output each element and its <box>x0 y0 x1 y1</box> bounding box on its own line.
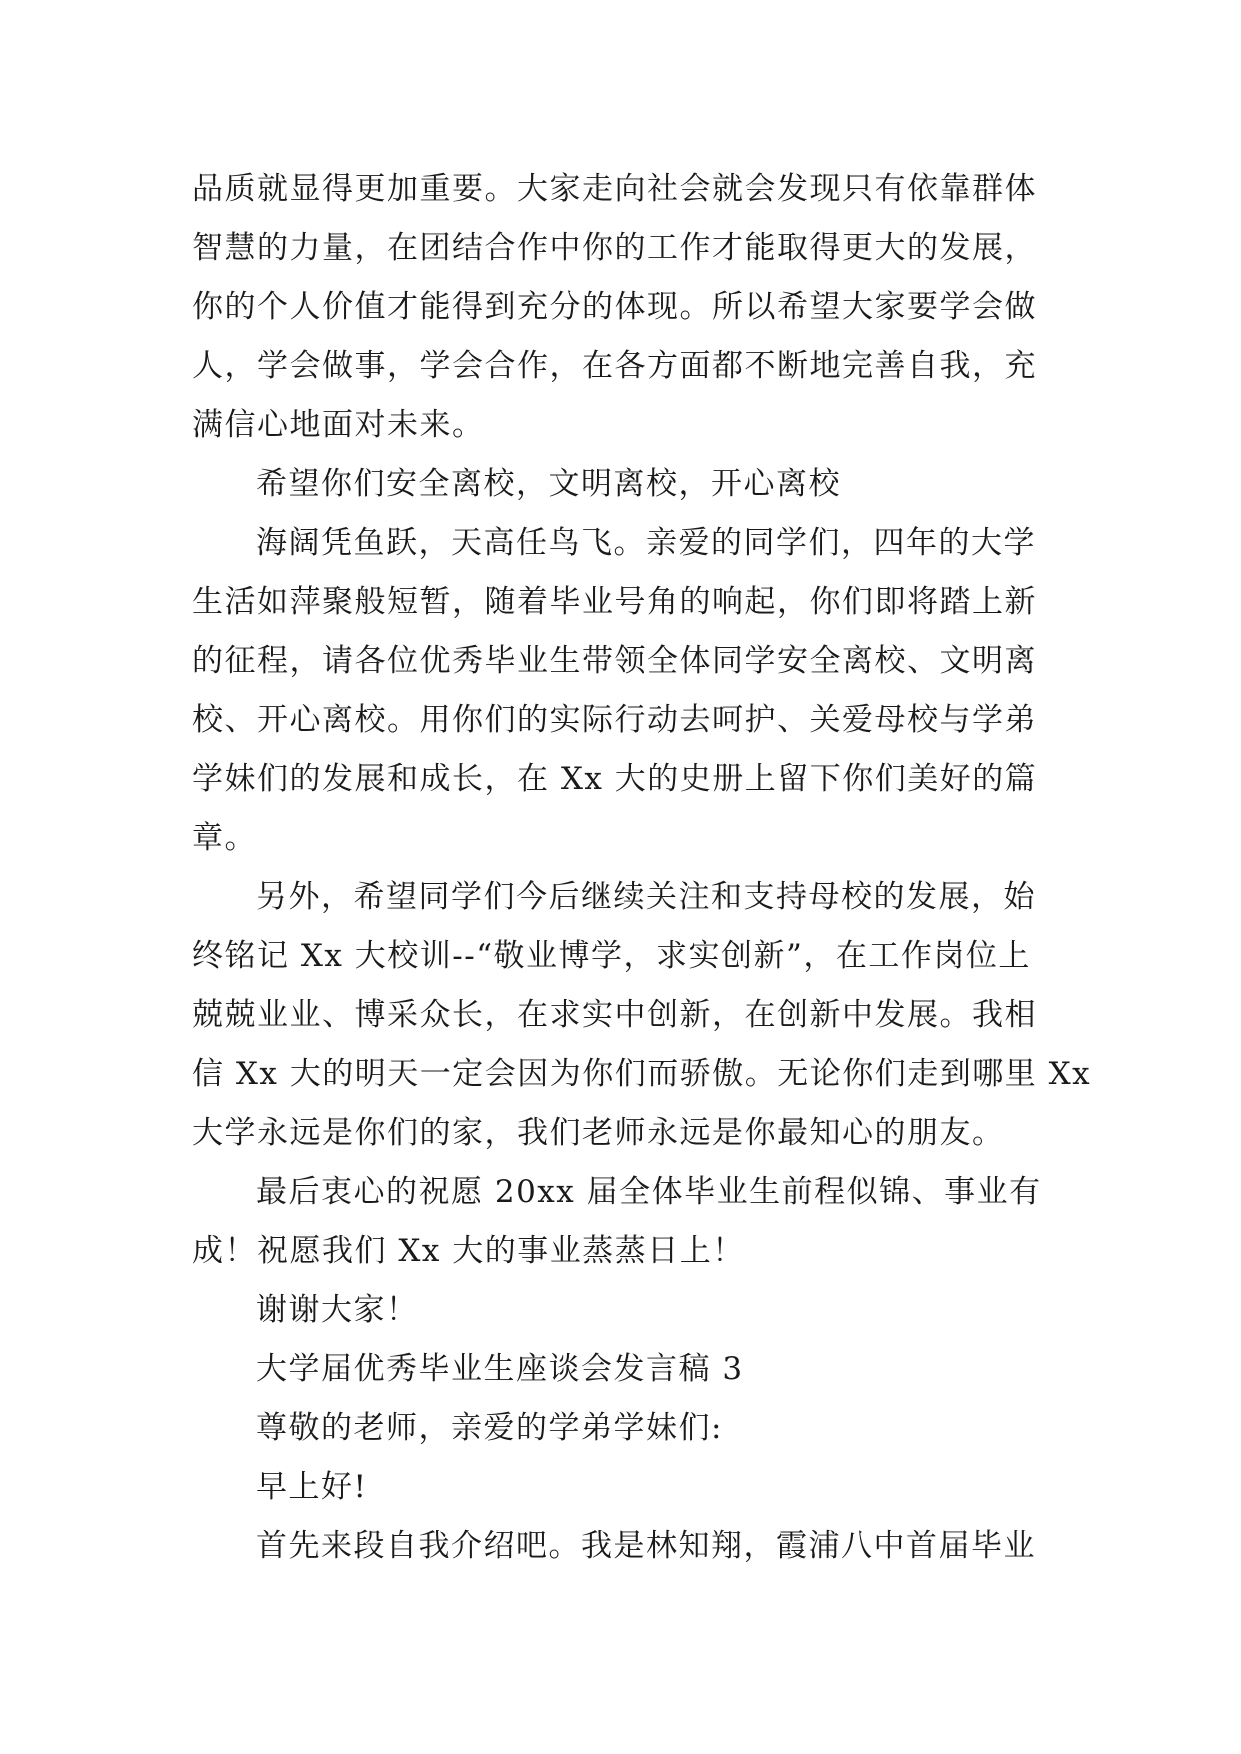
body-text-line: 另外，希望同学们今后继续关注和支持母校的发展，始 <box>256 879 1036 915</box>
body-text-line: 你的个人价值才能得到充分的体现。所以希望大家要学会做 <box>192 289 1037 325</box>
salutation-line: 尊敬的老师，亲爱的学弟学妹们: <box>256 1410 723 1446</box>
body-text-line: 大学永远是你们的家，我们老师永远是你最知心的朋友。 <box>192 1115 1005 1151</box>
body-text-line: 信 Xx 大的明天一定会因为你们而骄傲。无论你们走到哪里 Xx <box>192 1056 1092 1092</box>
body-text-line: 校、开心离校。用你们的实际行动去呵护、关爱母校与学弟 <box>192 702 1037 738</box>
body-text-line: 章。 <box>192 820 257 856</box>
body-text-line: 首先来段自我介绍吧。我是林知翔，霞浦八中首届毕业 <box>256 1528 1036 1564</box>
body-text-line: 终铭记 Xx 大校训--“敬业博学，求实创新”，在工作岗位上 <box>192 938 1031 974</box>
body-text-line: 品质就显得更加重要。大家走向社会就会发现只有依靠群体 <box>192 171 1037 207</box>
body-text-line: 兢兢业业、博采众长，在求实中创新，在创新中发展。我相 <box>192 997 1037 1033</box>
body-text-line: 海阔凭鱼跃，天高任鸟飞。亲爱的同学们，四年的大学 <box>256 525 1036 561</box>
body-text-line: 满信心地面对未来。 <box>192 407 485 443</box>
body-text-line: 生活如萍聚般短暂，随着毕业号角的响起，你们即将踏上新 <box>192 584 1037 620</box>
body-text-line: 的征程，请各位优秀毕业生带领全体同学安全离校、文明离 <box>192 643 1037 679</box>
body-text-line: 最后衷心的祝愿 20xx 届全体毕业生前程似锦、事业有 <box>256 1174 1042 1210</box>
body-text-line: 成！祝愿我们 Xx 大的事业蒸蒸日上！ <box>192 1233 745 1269</box>
paragraph-heading-line: 希望你们安全离校，文明离校，开心离校 <box>256 466 841 502</box>
body-text-line: 智慧的力量，在团结合作中你的工作才能取得更大的发展， <box>192 230 1037 266</box>
document-body <box>192 160 1092 1576</box>
body-text-line: 人，学会做事，学会合作，在各方面都不断地完善自我，充 <box>192 348 1037 384</box>
section-title: 大学届优秀毕业生座谈会发言稿 3 <box>256 1351 744 1387</box>
body-text-line: 学妹们的发展和成长，在 Xx 大的史册上留下你们美好的篇 <box>192 761 1038 797</box>
closing-line: 谢谢大家！ <box>256 1292 419 1328</box>
greeting-line: 早上好! <box>256 1469 368 1505</box>
